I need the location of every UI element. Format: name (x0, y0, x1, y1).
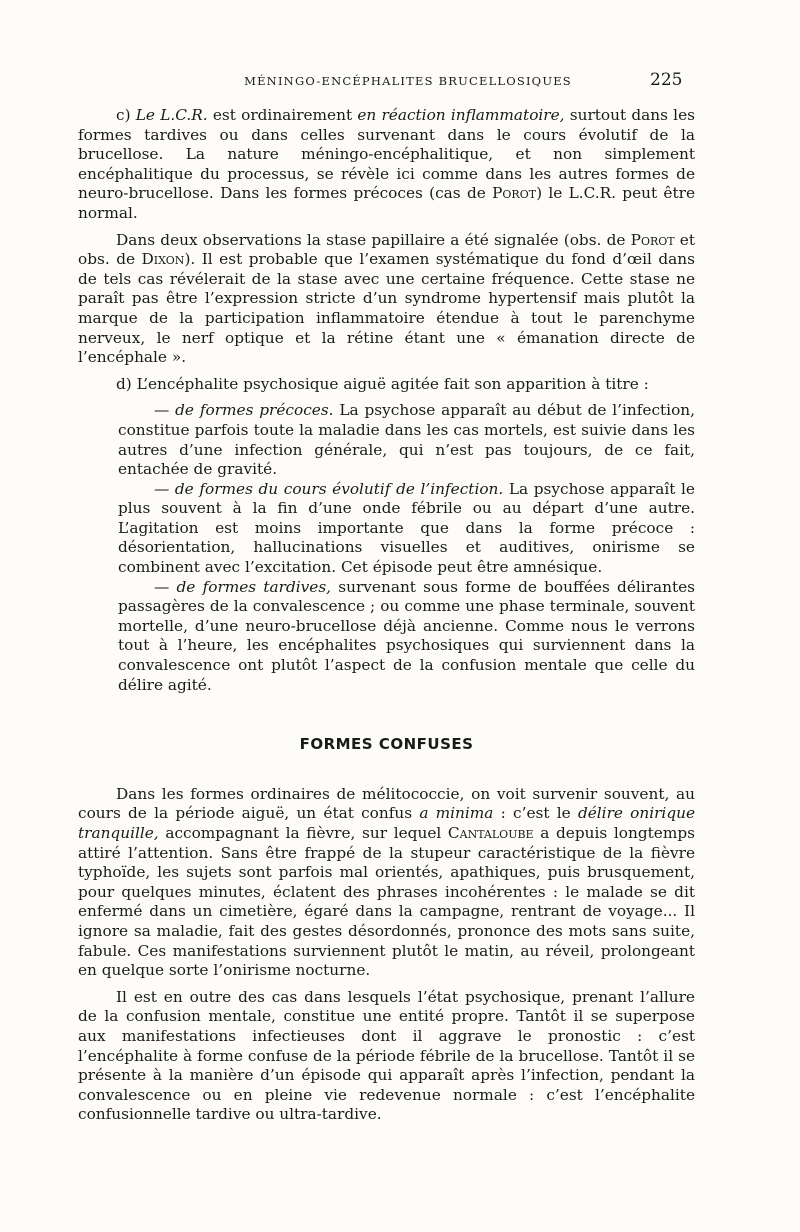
subparagraph-formes-cours-evolutif: — de formes du cours évolutif de l’infection. La psychose apparaît le plus souvent à la fin d’une onde fébrile ou au départ d’une autre. L’agitation est moins importante que dans la forme précoce : désorientation, hallucinations visuelles et auditives, onirisme se combinent avec l’excitation. Cet épisode peut être amnésique. (118, 479, 695, 577)
italic-term: délire onirique tranquille, (78, 804, 696, 842)
paragraph-psychosique: d) L’encéphalite psychosique aiguë agitée fait son apparition à titre : (116, 374, 649, 393)
italic-term: Le L.C.R. (135, 106, 208, 124)
author-name: Dixon (141, 250, 185, 269)
paragraph-lcr: c) Le L.C.R. est ordinairement en réaction inflammatoire, surtout dans les formes tardives ou dans celles survenant dans le cours évolutif de la brucellose. La nature méningo-encéphalitique, et non simplement encéphalitique du processus, se révèle ici comme dans les autres formes de neuro-brucellose. Dans les formes précoces (cas de Porot) le L.C.R. peut être normal. (78, 106, 695, 222)
subparagraph-formes-tardives: — de formes tardives, survenant sous forme de bouffées délirantes passagères de la convalescence ; ou comme une phase terminale, souvent mortelle, d’une neuro-brucellose déjà ancienne. Comme nous le verrons tout à l’heure, les encéphalites psychosiques qui surviennent dans la convalescence ont plutôt l’aspect de la confusion mentale que celle du délire agité. (118, 577, 695, 694)
author-name: Cantaloube (447, 824, 534, 842)
page-number: 225 (650, 70, 683, 90)
paragraph-formes-confuses-1: Dans les formes ordinaires de mélitococcie, on voit survenir souvent, au cours de la période aiguë, un état confus a minima : c’est le délire onirique tranquille, accompagnant la fièvre, sur lequel Cantaloube a depuis longtemps attiré l’attention. Sans être frappé de la stupeur caractéristique de la fièvre typhoïde, les sujets sont parfois mal orientés, apathiques, puis brusquement, pour quelques minutes, éclatent des phrases incohérentes : le malade se dit enfermé dans un cimetière, égaré dans la campagne, rentrant de voyage... Il ignore sa maladie, fait des gestes désordonnés, prononce des mots sans suite, fabule. Ces manifestations surviennent plutôt le matin, au réveil, prolongeant en quelque sorte l’onirisme nocturne. (78, 784, 696, 980)
italic-term: en réaction inflammatoire, (357, 106, 565, 124)
author-name: Porot (492, 184, 537, 203)
section-heading: FORMES CONFUSES (299, 735, 474, 754)
running-header: MÉNINGO-ENCÉPHALITES BRUCELLOSIQUES (244, 74, 572, 88)
body-text (78, 106, 695, 1132)
italic-heading: — de formes précoces. (154, 401, 334, 420)
paragraph-formes-confuses-2: Il est en outre des cas dans lesquels l’état psychosique, prenant l’allure de la confusion mentale, constitue une entité propre. Tantôt il se superpose aux manifestations infectieuses dont il aggrave le pronostic : c’est l’encéphalite à forme confuse de la période fébrile de la brucellose. Tantôt il se présente à la manière d’un épisode qui apparaît après l’infection, pendant la convalescence ou en pleine vie redevenue normale : c’est l’encéphalite confusionnelle tardive ou ultra-tardive. (78, 987, 695, 1124)
author-name: Porot (630, 230, 675, 249)
paragraph-stase: Dans deux observations la stase papillaire a été signalée (obs. de Porot et obs. de Dixon). Il est probable que l’examen systématique du fond d’œil dans de tels cas révélerait de la stase avec une certaine fréquence. Cette stase ne paraît pas être l’expression stricte d’un syndrome hypertensif mais plutôt la marque de la participation inflammatoire étendue à tout le parenchyme nerveux, le nerf optique et la rétine étant une « émanation directe de l’encéphale ». (78, 230, 696, 367)
subparagraph-formes-precoces: — de formes précoces. La psychose apparaît au début de l’infection, constitue parfois toute la maladie dans les cas mortels, est suivie dans les autres d’une infection générale, qui n’est pas toujours, de ce fait, entachée de gravité. (118, 401, 696, 479)
italic-heading: — de formes du cours évolutif de l’infection. (154, 479, 504, 498)
italic-heading: — de formes tardives, (154, 577, 332, 596)
italic-term: a minima (419, 804, 494, 823)
